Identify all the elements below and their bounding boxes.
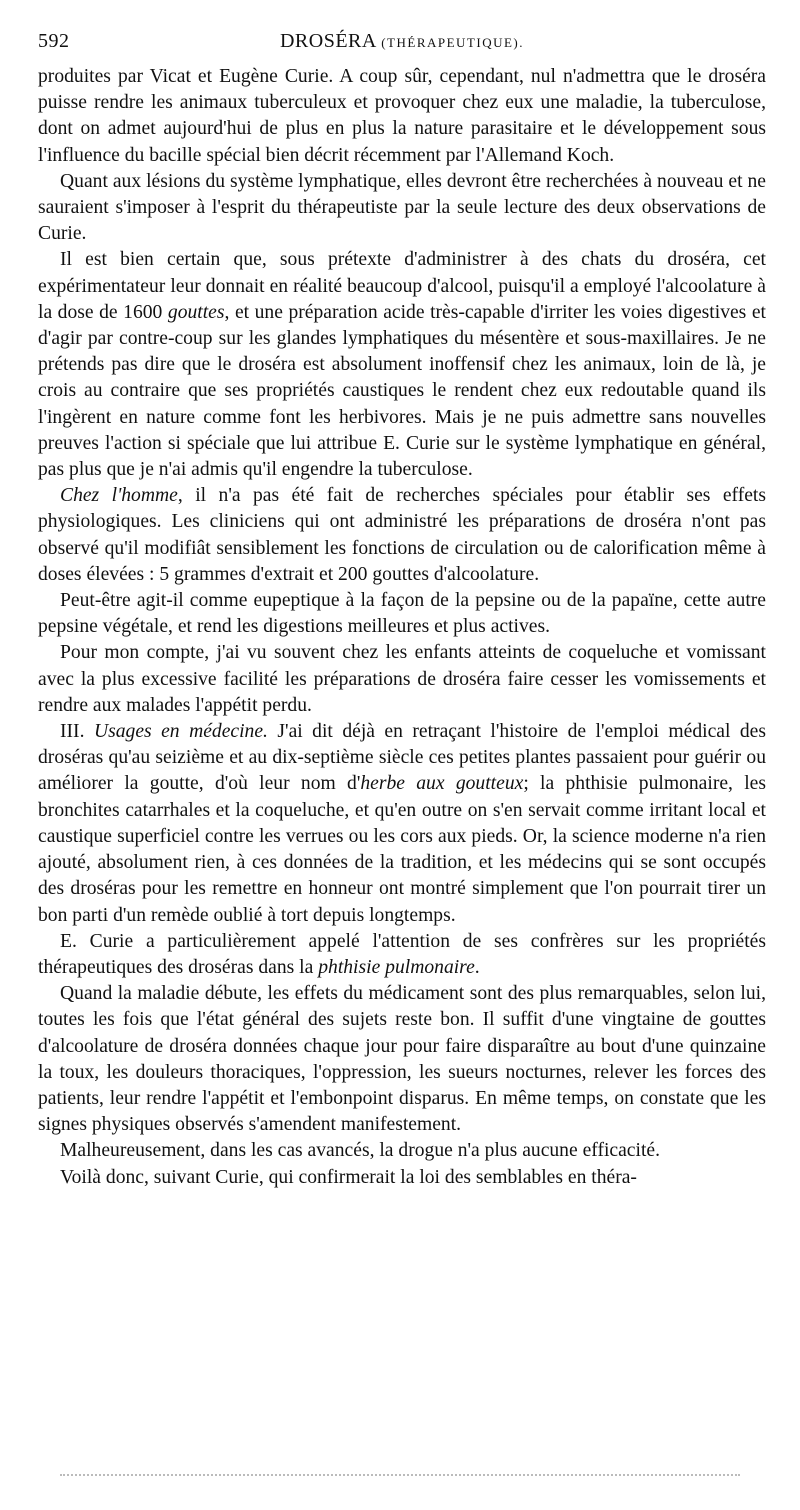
paragraph [38,929,766,981]
footer-dotted-rule [60,1474,740,1476]
document-page [38,30,766,1191]
italic-text-run: phthisie pulmonaire [318,956,475,978]
text-run: Peut-être agit-il comme eupeptique à la façon de la pepsine ou de la papaïne, cette autre pepsine végétale, et rend les digestions meilleures et plus actives. [38,590,766,638]
paragraph [38,483,766,588]
body-text [38,64,766,1191]
text-run: produites par Vicat et Eugène Curie. A coup sûr, cependant, nul n'admettra que le droséra puisse rendre les animaux tuberculeux et provoquer chez eux une maladie, la tuberculose, dont on admet aujourd'hui de plus en plus la nature parasitaire et le développement sous l'influence du bacille spécial bien décrit récemment par l'Allemand Koch. [38,66,766,166]
text-run: Pour mon compte, j'ai vu souvent chez les enfants atteints de coqueluche et vomissant avec la plus excessive facilité les préparations de droséra faire cesser les vomissements et rendre aux malades l'appétit perdu. [38,642,766,716]
text-run: ; la phthisie pulmonaire, les bronchites catarrhales et la coqueluche, et qu'en outre on s'en servait comme irritant local et caustique superficiel contre les verrues ou les cors aux pieds. Or, la science moderne n'a rien ajouté, absolument rien, à ces données de la tradition, et les médecins qui se sont occupés des droséras pour les remettre en honneur ont montré simplement que l'on pourrait tirer un bon parti d'un remède oublié à tort depuis longtemps. [38,773,766,926]
paragraph [38,1165,766,1191]
italic-text-run: herbe aux goutteux [360,773,524,795]
running-title [38,30,766,53]
paragraph [38,588,766,640]
text-run: . [474,956,480,978]
paragraph [38,981,766,1138]
text-run: Quand la maladie débute, les effets du médicament sont des plus remarquables, selon lui, toutes les fois que l'état général des sujets reste bon. Il suffit d'une vingtaine de gouttes d'alcoolature de droséra données chaque jour pour faire disparaître au bout d'une quinzaine la toux, les douleurs thoraciques, l'oppression, les sueurs nocturnes, relever les forces des patients, leur rendre l'appétit et l'embonpoint disparus. En même temps, on constate que les signes physiques observés s'amendent manifestement. [38,983,766,1136]
paragraph [38,169,766,248]
text-run: Il est bien certain que, sous prétexte d'administrer à des chats du droséra, cet expérimentateur leur donnait en réalité beaucoup d'alcool, puisqu'il a employé l'alcoolature à la dose de 1600 [38,249,766,323]
italic-text-run: gouttes [167,301,225,323]
text-run: Quant aux lésions du système lymphatique, elles devront être recherchées à nouveau et ne sauraient s'imposer à l'esprit du thérapeutiste par la seule lecture des deux observations de Curie. [38,170,766,245]
paragraph [38,247,766,483]
text-run: Voilà donc, suivant Curie, qui confirmerait la loi des semblables en théra- [60,1166,637,1188]
text-run: J'ai dit déjà en retraçant l'histoire de l'emploi médical des droséras qu'au seizième et au dix-septième siècle ces petites plantes passaient pour guérir ou améliorer la goutte, d'où leur nom d' [38,721,767,795]
paragraph [38,64,766,169]
page-header [38,30,766,60]
running-title-subtitle: (THÉRAPEUTIQUE). [381,35,525,50]
text-run: Malheureusement, dans les cas avancés, la drogue n'a plus aucune efficacité. [60,1140,660,1162]
italic-text-run: Chez l'homme [60,485,178,507]
paragraph [38,1138,766,1164]
paragraph [38,719,766,929]
italic-text-run: Usages en médecine. [93,721,268,743]
text-run: E. Curie a particulièrement appelé l'attention de ses confrères sur les propriétés thérapeutiques des droséras dans la [38,930,766,978]
text-run: III. [60,721,94,743]
running-title-main: DROSÉRA [279,30,376,52]
paragraph [38,640,766,719]
text-run: , et une préparation acide très-capable d'irriter les voies digestives et d'agir par contre-coup sur les glandes lymphatiques du mésentère et sous-maxillaires. Je ne prétends pas dire que le droséra est absolument inoffensif chez les animaux, loin de là, je crois au contraire que ses propriétés caustiques le rendent chez eux redoutable quand ils l'ingèrent en nature comme font les herbivores. Mais je ne puis admettre sans nouvelles preuves l'action si spéciale que lui attribue E. Curie sur le système lymphatique en général, pas plus que je n'ai admis qu'il engendre la tuberculose. [38,301,766,481]
text-run: , il n'a pas été fait de recherches spéciales pour établir ses effets physiologiques. Les cliniciens qui ont administré les préparations de droséra n'ont pas observé qu'il modifiât sensiblement les fonctions de circulation ou de calorification même à doses élevées : 5 grammes d'extrait et 200 gouttes d'alcoolature. [38,485,766,585]
page-number: 592 [38,30,70,52]
